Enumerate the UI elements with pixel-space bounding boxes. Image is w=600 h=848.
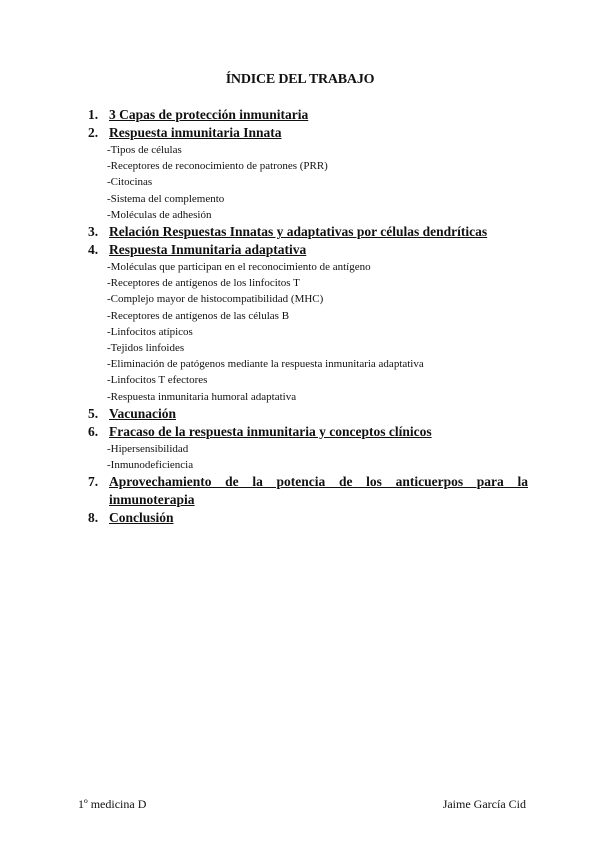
footer-course: 1º medicina D	[78, 797, 147, 811]
subsection-item: -Tejidos linfoides	[107, 342, 185, 355]
section-title: Vacunación	[109, 405, 177, 421]
toc-section-4	[88, 241, 528, 259]
subsection-item: -Eliminación de patógenos mediante la respuesta inmunitaria adaptativa	[107, 358, 424, 371]
section-title: Fracaso de la respuesta inmunitaria y conceptos clínicos	[109, 423, 432, 439]
subsection-item: -Moléculas de adhesión	[107, 208, 212, 221]
subsection-item: -Sistema del complemento	[107, 192, 225, 205]
subsection-list	[88, 142, 528, 223]
section-number: 1.	[88, 107, 99, 122]
subsection-item: -Citocinas	[107, 176, 153, 189]
section-title: Respuesta Inmunitaria adaptativa	[109, 242, 307, 258]
section-title: Relación Respuestas Innatas y adaptativas por células dendríticas	[109, 224, 488, 240]
toc-section-7-continued	[88, 491, 528, 509]
subsection-item: -Moléculas que participan en el reconocimiento de antígeno	[107, 261, 371, 274]
section-number: 8.	[88, 510, 99, 526]
section-title: Respuesta inmunitaria Innata	[109, 125, 282, 140]
section-number: 3.	[88, 224, 99, 240]
subsection-item: -Tipos de células	[107, 144, 182, 156]
subsection-item: -Hipersensibilidad	[107, 442, 189, 455]
toc-section-2	[88, 124, 528, 142]
subsection-item: -Linfocitos T efectores	[107, 374, 208, 387]
toc-section-1	[88, 106, 528, 124]
toc-section-6	[88, 423, 528, 441]
subsection-item: -Respuesta inmunitaria humoral adaptativa	[107, 390, 297, 403]
section-title: Conclusión	[109, 510, 174, 526]
subsection-item: -Receptores de antígenos de los linfocitos T	[107, 277, 300, 290]
toc-section-7	[88, 473, 528, 491]
subsection-item: -Receptores de reconocimiento de patrones (PRR)	[107, 160, 328, 173]
toc-section-3	[88, 223, 528, 241]
section-title-line2: inmunoterapia	[109, 492, 195, 508]
section-number: 4.	[88, 242, 99, 258]
section-number: 5.	[88, 405, 99, 421]
subsection-item: -Complejo mayor de histocompatibilidad (MHC)	[107, 293, 324, 306]
section-number: 2.	[88, 125, 99, 140]
subsection-list	[88, 441, 528, 473]
toc-section-5	[88, 405, 528, 423]
section-number: 6.	[88, 423, 99, 439]
section-title: Aprovechamiento de la potencia de los anticuerpos para la	[109, 474, 528, 490]
section-number: 7.	[88, 474, 99, 490]
document-title: ÍNDICE DEL TRABAJO	[225, 72, 375, 87]
subsection-item: -Linfocitos atípicos	[107, 325, 193, 338]
subsection-item: -Receptores de antígenos de las células B	[107, 309, 290, 322]
table-of-contents	[88, 106, 528, 527]
footer-author: Jaime García Cid	[442, 797, 526, 811]
section-title: 3 Capas de protección inmunitaria	[109, 107, 309, 122]
subsection-item: -Inmunodeficiencia	[107, 459, 194, 472]
toc-section-8	[88, 509, 528, 527]
subsection-list	[88, 259, 528, 405]
